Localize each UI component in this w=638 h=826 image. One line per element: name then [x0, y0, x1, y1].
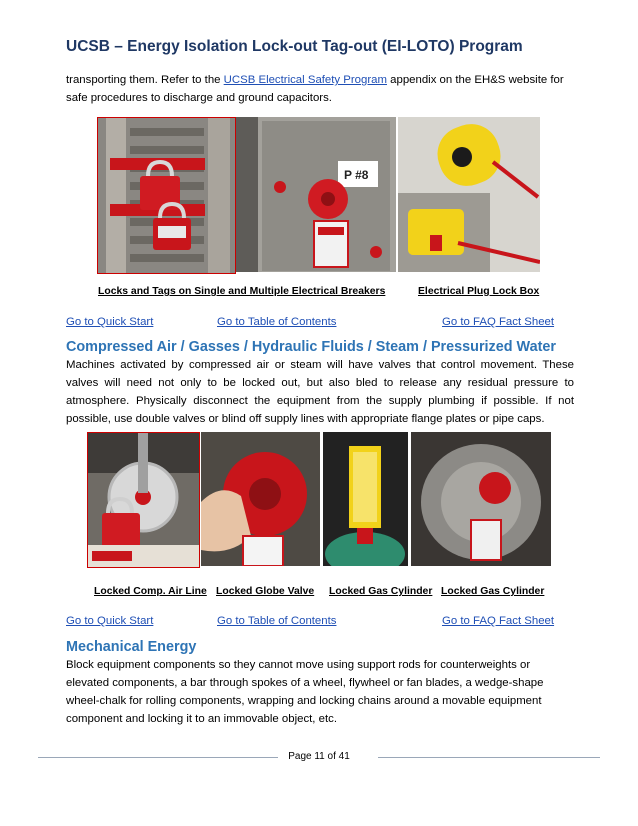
electrical-safety-program-link[interactable]: UCSB Electrical Safety Program	[223, 74, 387, 86]
svg-text:P #8: P #8	[344, 168, 369, 182]
comp-air-line-lock-photo	[87, 432, 200, 568]
figure2-caption-globe-valve: Locked Globe Valve	[216, 586, 315, 597]
section-body-mechanical-energy: Block equipment components so they cannot move using support rods for counterweights or elevated components, a bar through spokes of a wheel, flywheel or fan blades, a wedge-shape wheel-chalk for rolling components, wrapping and locking chains around a movable equipment component and locking it to an immovable object, etc.	[66, 659, 544, 725]
quick-start-link[interactable]: Go to Quick Start	[66, 316, 154, 328]
figure2-caption-gas-cylinder-1: Locked Gas Cylinder	[329, 586, 433, 597]
page-number: Page 11 of 41	[288, 751, 350, 762]
intro-paragraph	[66, 71, 576, 107]
gas-cylinder-lock-photo-2	[411, 432, 551, 566]
section-heading-compressed-air: Compressed Air / Gasses / Hydraulic Fluids / Steam / Pressurized Water	[66, 339, 556, 355]
section-heading-mechanical-energy: Mechanical Energy	[66, 639, 197, 655]
faq-fact-sheet-link-2[interactable]: Go to FAQ Fact Sheet	[442, 615, 555, 627]
table-of-contents-link[interactable]: Go to Table of Contents	[217, 316, 337, 328]
quick-start-link-2[interactable]: Go to Quick Start	[66, 615, 154, 627]
panel-breaker-lock-photo	[236, 117, 396, 272]
figure2-caption-comp-air: Locked Comp. Air Line	[94, 586, 207, 597]
globe-valve-lock-photo	[201, 432, 320, 566]
page-header-title: UCSB – Energy Isolation Lock-out Tag-out (EI-LOTO) Program	[66, 38, 523, 55]
section-body-compressed-air: Machines activated by compressed air or steam will have valves that control movement. These valves will need not only to be locked out, but also bled to release any residual pressure to atmosphere. Physically disconnect the equipment from the supply plumbing if possible. If not possible, use double valves or blind off supply lines with appropriate flange plates or pipe caps.	[66, 359, 574, 425]
intro-text-after: appendix on the EH&S website for safe procedures to discharge and ground capacitors.	[66, 74, 564, 104]
faq-fact-sheet-link[interactable]: Go to FAQ Fact Sheet	[442, 316, 555, 328]
breaker-locks-photo	[97, 117, 236, 274]
table-of-contents-link-2[interactable]: Go to Table of Contents	[217, 615, 337, 627]
figure2-caption-gas-cylinder-2: Locked Gas Cylinder	[441, 586, 545, 597]
figure1-caption-plug: Electrical Plug Lock Box	[418, 286, 540, 297]
intro-text-before: transporting them. Refer to the	[66, 74, 224, 86]
gas-cylinder-lock-photo-1	[323, 432, 408, 566]
plug-lock-box-photo	[398, 117, 540, 272]
figure1-caption-breakers: Locks and Tags on Single and Multiple Electrical Breakers	[98, 286, 386, 297]
